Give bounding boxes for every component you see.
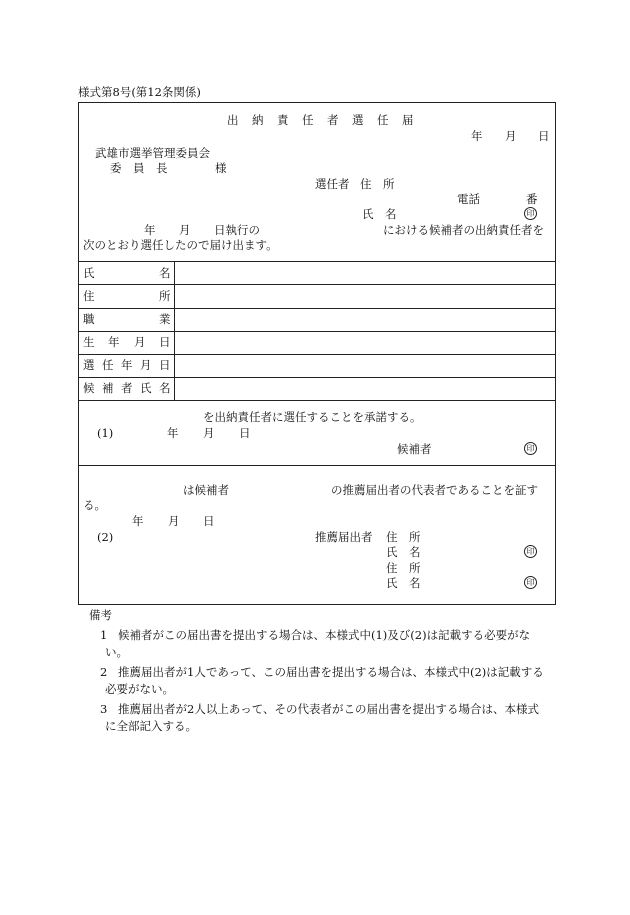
note-1-line2: い。 (105, 645, 128, 659)
form-frame: 出 納 責 任 者 選 任 届 年 月 日 武雄市選挙管理委員会 委 員 長 様 選任者 住 所 電話 番 氏 名 印 年 月 日執行の における候補者の出納責任者を 次のとおり選任したので届け出ます。 氏 名 住 所 職 業 生 年 月 日 選 任 年 月 日 候 補 者 氏 名 を出納責任者に選任することを承諾する。 (1) 年 月 日 候補者 印 は候補者 の推薦届出者の代表者であることを証す る。 年 月 日 (2) 推薦届出者 住 所 氏 名 印 住 所 氏 名 印 (78, 102, 556, 605)
section-divider (79, 465, 555, 466)
statement-year: 年 (144, 223, 156, 237)
consent-month: 月 (203, 426, 215, 440)
consent-text: を出納責任者に選任することを承諾する。 (203, 410, 422, 424)
recommender-name-label: 氏 名 (386, 545, 421, 559)
appointer-phone-suffix: 番 (526, 192, 538, 206)
recommender2-name-label: 氏 名 (386, 576, 421, 590)
recommender-address-label: 住 所 (386, 530, 421, 544)
note-1-number: 1 (100, 628, 108, 642)
header-day: 日 (538, 129, 550, 143)
consent-day: 日 (239, 426, 251, 440)
certification-text-part1: は候補者 (183, 483, 229, 497)
appointer-phone-label: 電話 (457, 192, 480, 206)
addressee-committee: 武雄市選挙管理委員会 (95, 146, 210, 160)
certification-marker: (2) (97, 530, 114, 544)
table-top-line (79, 261, 555, 262)
header-year: 年 (471, 129, 483, 143)
certification-text-line2: る。 (83, 498, 106, 512)
recommender2-address-label: 住 所 (386, 561, 421, 575)
recommender-seal-icon: 印 (524, 545, 537, 558)
note-2-line1: 推薦届出者が1人であって、この届出書を提出する場合は、本様式中(2)は記載する (118, 665, 544, 679)
certification-day: 日 (203, 514, 215, 528)
note-3-line2: に全部記入する。 (105, 719, 197, 733)
addressee-chair: 委 員 長 (110, 161, 168, 175)
consent-year: 年 (167, 426, 179, 440)
header-month: 月 (505, 129, 517, 143)
note-2-number: 2 (100, 665, 108, 679)
consent-marker: (1) (97, 426, 114, 440)
appointer-seal-icon: 印 (524, 207, 537, 220)
consent-candidate-label: 候補者 (397, 442, 432, 456)
appointer-label: 選任者 (315, 177, 350, 191)
row-divider (79, 284, 555, 285)
note-2-line2: 必要がない。 (105, 682, 174, 696)
statement-month: 月 (179, 223, 191, 237)
row-divider (79, 331, 555, 332)
addressee-honorific: 様 (215, 161, 227, 175)
certification-month: 月 (168, 514, 180, 528)
appointer-name-label: 氏 名 (362, 207, 397, 221)
recommender-label: 推薦届出者 (315, 530, 373, 544)
table-bottom-line (79, 400, 555, 401)
row-divider (79, 377, 555, 378)
consent-seal-icon: 印 (524, 442, 537, 455)
row-divider (79, 308, 555, 309)
form-number-label: 様式第8号(第12条関係) (78, 85, 201, 99)
certification-year: 年 (132, 514, 144, 528)
notes-heading: 備考 (89, 608, 112, 622)
recommender2-seal-icon: 印 (524, 576, 537, 589)
certification-text-part2: の推薦届出者の代表者であることを証す (331, 483, 538, 497)
statement-line1-suffix: における候補者の出納責任者を (383, 223, 544, 237)
statement-day: 日執行の (214, 223, 260, 237)
row-divider (79, 354, 555, 355)
note-3-number: 3 (100, 702, 108, 716)
note-3-line1: 推薦届出者が2人以上あって、その代表者がこの届出書を提出する場合は、本様式 (118, 702, 539, 716)
statement-line2: 次のとおり選任したので届け出ます。 (83, 238, 278, 252)
form-title: 出 納 責 任 者 選 任 届 (227, 113, 415, 127)
appointer-address-label: 住 所 (360, 177, 395, 191)
note-1-line1: 候補者がこの届出書を提出する場合は、本様式中(1)及び(2)は記載する必要がな (118, 628, 531, 642)
